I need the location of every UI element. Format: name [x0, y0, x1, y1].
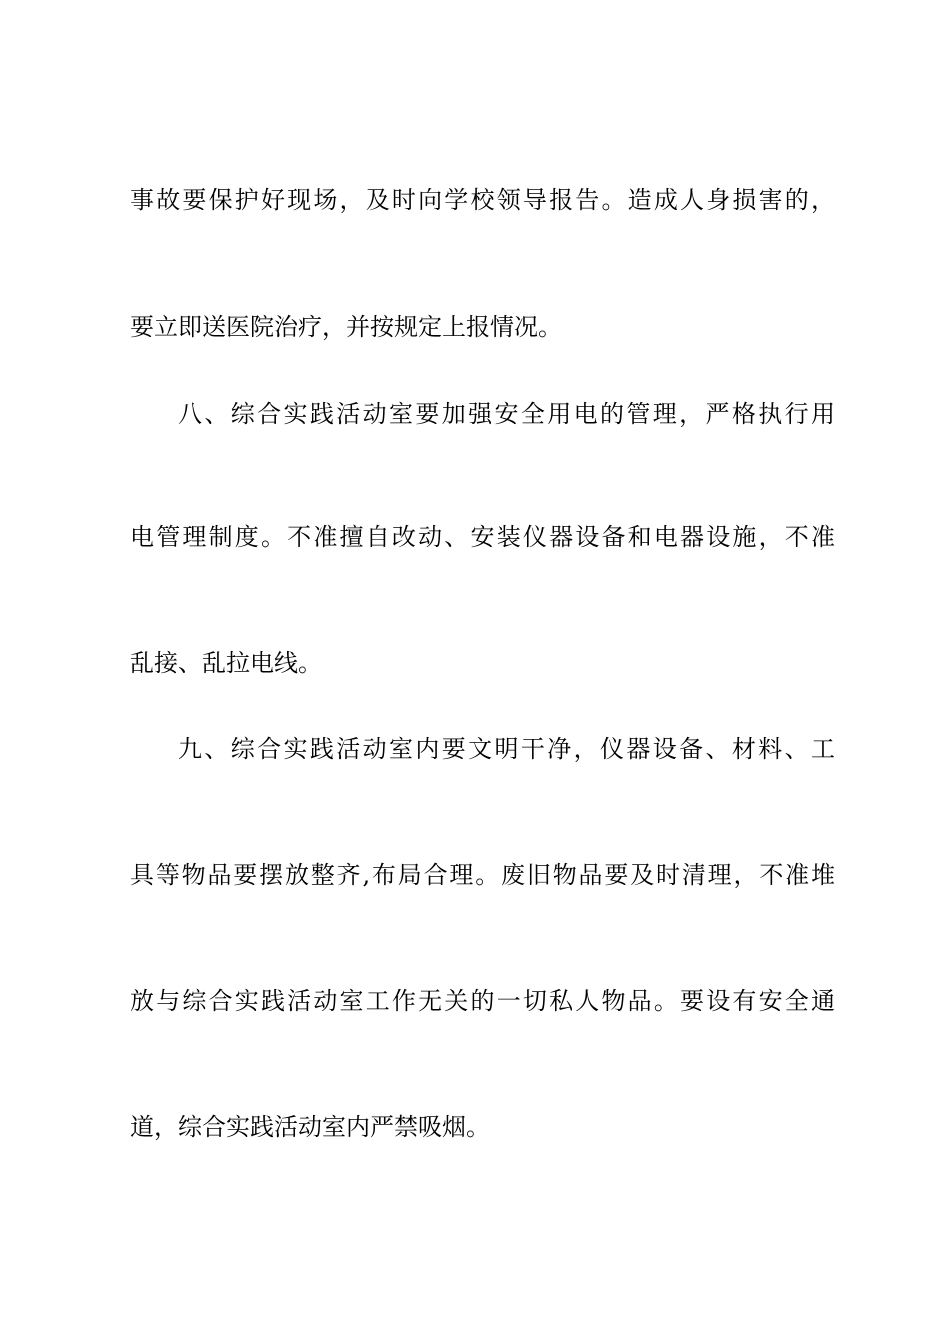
paragraph-line: 乱接、乱拉电线。 — [130, 649, 322, 677]
paragraph-line: 具等物品要摆放整齐,布局合理。废旧物品要及时清理，不准堆 — [130, 861, 835, 889]
paragraph-line: 道，综合实践活动室内严禁吸烟。 — [130, 1113, 490, 1141]
paragraph-line: 八、综合实践活动室要加强安全用电的管理，严格执行用 — [178, 400, 835, 428]
paragraph-line: 要立即送医院治疗，并按规定上报情况。 — [130, 313, 562, 341]
paragraph-line: 事故要保护好现场，及时向学校领导报告。造成人身损害的， — [130, 186, 835, 214]
paragraph-line: 九、综合实践活动室内要文明干净，仪器设备、材料、工 — [178, 735, 835, 763]
paragraph-line: 放与综合实践活动室工作无关的一切私人物品。要设有安全通 — [130, 987, 835, 1015]
paragraph-line: 电管理制度。不准擅自改动、安装仪器设备和电器设施，不准 — [130, 523, 835, 551]
